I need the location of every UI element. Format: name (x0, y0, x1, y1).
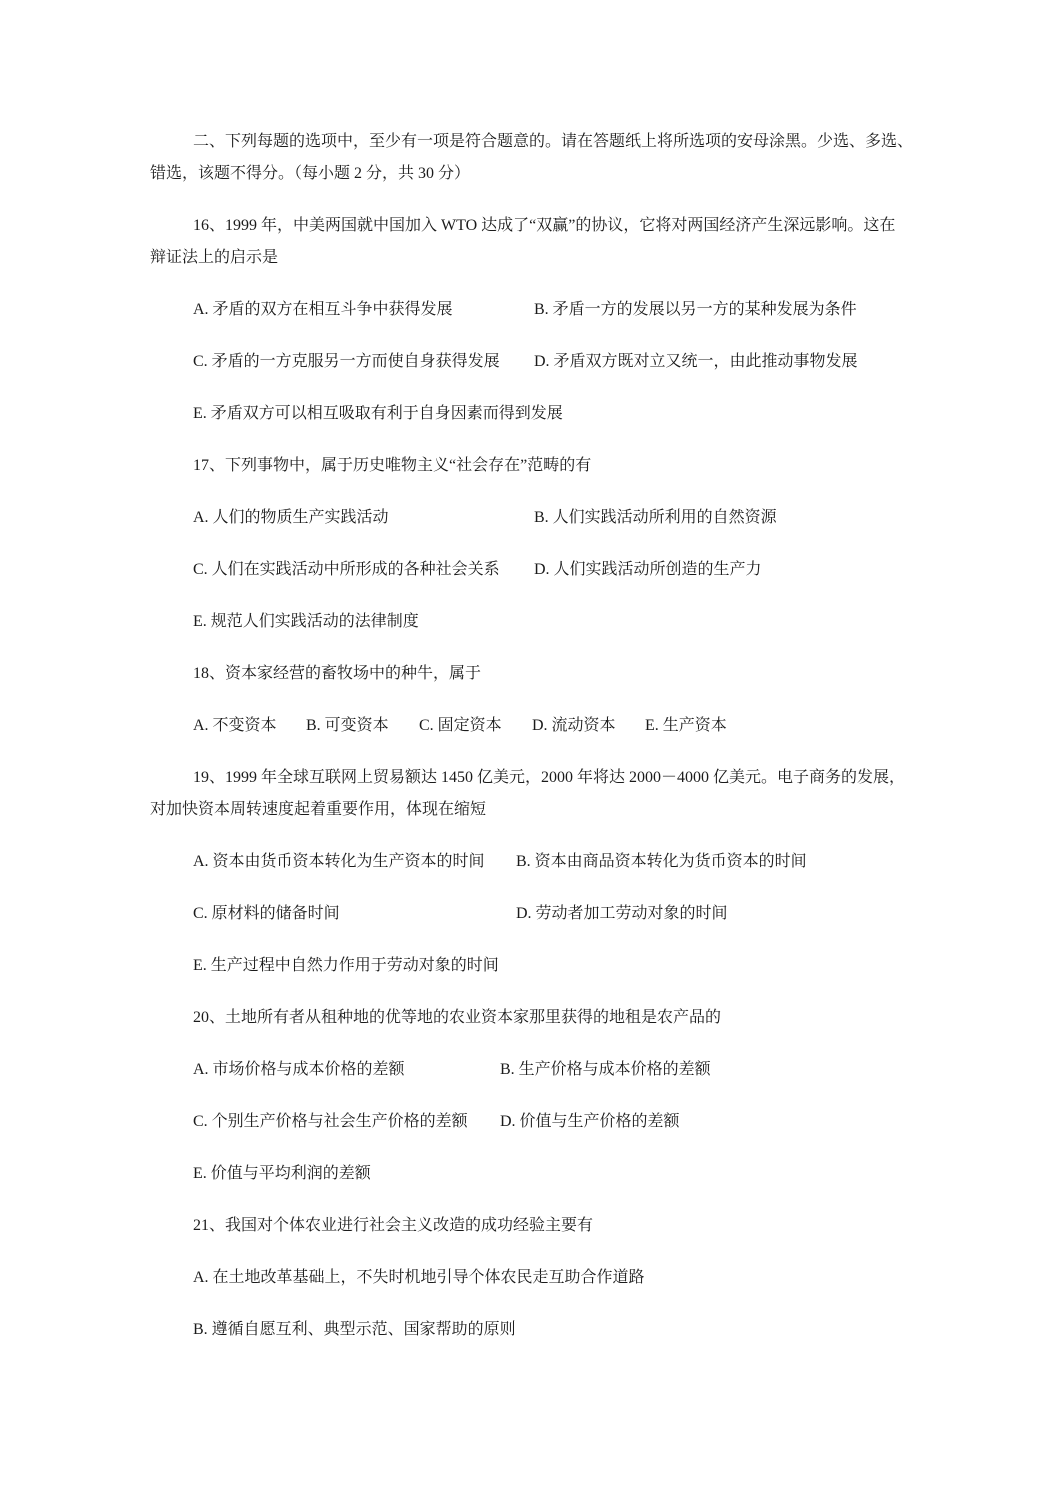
question-18-options-row-1 (150, 710, 908, 742)
option-b: B. 生产价格与成本价格的差额 (500, 1061, 711, 1078)
question-21-options-row-1 (150, 1262, 908, 1294)
option-d: D. 价值与生产价格的差额 (500, 1113, 680, 1130)
option-row (150, 1158, 908, 1190)
option-e: E. 规范人们实践活动的法律制度 (193, 613, 419, 630)
option-e: E. 生产资本 (645, 717, 727, 734)
option-row (150, 1054, 908, 1086)
option-a: A. 资本由货币资本转化为生产资本的时间 (193, 853, 485, 870)
option-row (150, 294, 908, 326)
question-stem-line: 21、我国对个体农业进行社会主义改造的成功经验主要有 (193, 1217, 594, 1234)
question-stem-line: 17、下列事物中，属于历史唯物主义“社会存在”范畴的有 (193, 457, 592, 474)
option-row (150, 606, 908, 638)
question-17-options-row-1 (150, 502, 908, 534)
option-row (150, 950, 908, 982)
option-row (150, 1314, 908, 1346)
question-stem-line: 辩证法上的启示是 (150, 249, 279, 266)
option-row (150, 1262, 908, 1294)
option-d: D. 矛盾双方既对立又统一，由此推动事物发展 (534, 353, 858, 370)
question-16 (150, 210, 908, 430)
option-d: D. 人们实践活动所创造的生产力 (534, 561, 762, 578)
option-b: B. 矛盾一方的发展以另一方的某种发展为条件 (534, 301, 857, 318)
question-21-stem (150, 1210, 908, 1242)
option-row (150, 710, 908, 742)
option-b: B. 资本由商品资本转化为货币资本的时间 (516, 853, 807, 870)
question-20 (150, 1002, 908, 1190)
option-b: B. 遵循自愿互利、典型示范、国家帮助的原则 (193, 1321, 516, 1338)
option-e: E. 生产过程中自然力作用于劳动对象的时间 (193, 957, 499, 974)
question-18 (150, 658, 908, 742)
question-stem-line: 19、1999 年全球互联网上贸易额达 1450 亿美元，2000 年将达 2000－4000 亿美元。电子商务的发展， (193, 769, 906, 786)
question-17 (150, 450, 908, 638)
question-19-options-row-2 (150, 898, 908, 930)
option-a: A. 矛盾的双方在相互斗争中获得发展 (193, 301, 453, 318)
question-17-options-row-3 (150, 606, 908, 638)
option-row (150, 502, 908, 534)
question-19-options-row-1 (150, 846, 908, 878)
option-a: A. 不变资本 (193, 717, 277, 734)
question-17-options-row-2 (150, 554, 908, 586)
question-19 (150, 762, 908, 982)
option-e: E. 价值与平均利润的差额 (193, 1165, 371, 1182)
question-stem-line: 18、资本家经营的畜牧场中的种牛，属于 (193, 665, 482, 682)
question-21-options-row-2 (150, 1314, 908, 1346)
question-16-options-row-1 (150, 294, 908, 326)
question-stem-line: 对加快资本周转速度起着重要作用，体现在缩短 (150, 801, 487, 818)
question-18-stem (150, 658, 908, 690)
question-20-options-row-3 (150, 1158, 908, 1190)
option-b: B. 人们实践活动所利用的自然资源 (534, 509, 777, 526)
option-c: C. 人们在实践活动中所形成的各种社会关系 (193, 561, 500, 578)
option-row (150, 398, 908, 430)
option-row (150, 346, 908, 378)
question-21 (150, 1210, 908, 1346)
question-20-options-row-1 (150, 1054, 908, 1086)
option-row (150, 554, 908, 586)
question-16-options-row-2 (150, 346, 908, 378)
question-stem-line: 20、土地所有者从租种地的优等地的农业资本家那里获得的地租是农产品的 (193, 1009, 722, 1026)
section-instructions (150, 126, 914, 190)
question-20-stem (150, 1002, 908, 1034)
option-a: A. 市场价格与成本价格的差额 (193, 1061, 405, 1078)
question-19-options-row-3 (150, 950, 908, 982)
question-16-options-row-3 (150, 398, 908, 430)
option-d: D. 流动资本 (532, 717, 616, 734)
option-row (150, 1106, 908, 1138)
option-c: C. 原材料的储备时间 (193, 905, 340, 922)
section-instructions-line-1: 二、下列每题的选项中，至少有一项是符合题意的。请在答题纸上将所选项的安母涂黑。少选、多选、 (193, 133, 914, 150)
question-16-stem (150, 210, 908, 274)
option-c: C. 个别生产价格与社会生产价格的差额 (193, 1113, 468, 1130)
question-19-stem (150, 762, 908, 826)
option-e: E. 矛盾双方可以相互吸取有利于自身因素而得到发展 (193, 405, 563, 422)
option-c: C. 固定资本 (419, 717, 502, 734)
option-d: D. 劳动者加工劳动对象的时间 (516, 905, 728, 922)
option-c: C. 矛盾的一方克服另一方而使自身获得发展 (193, 353, 500, 370)
option-a: A. 在土地改革基础上，不失时机地引导个体农民走互助合作道路 (193, 1269, 645, 1286)
section-instructions-line-2: 错选，该题不得分。（每小题 2 分，共 30 分） (150, 165, 471, 182)
question-20-options-row-2 (150, 1106, 908, 1138)
option-a: A. 人们的物质生产实践活动 (193, 509, 389, 526)
question-17-stem (150, 450, 908, 482)
question-stem-line: 16、1999 年，中美两国就中国加入 WTO 达成了“双赢”的协议，它将对两国经济产生深远影响。这在 (193, 217, 896, 234)
option-row (150, 898, 908, 930)
option-b: B. 可变资本 (306, 717, 389, 734)
option-row (150, 846, 908, 878)
